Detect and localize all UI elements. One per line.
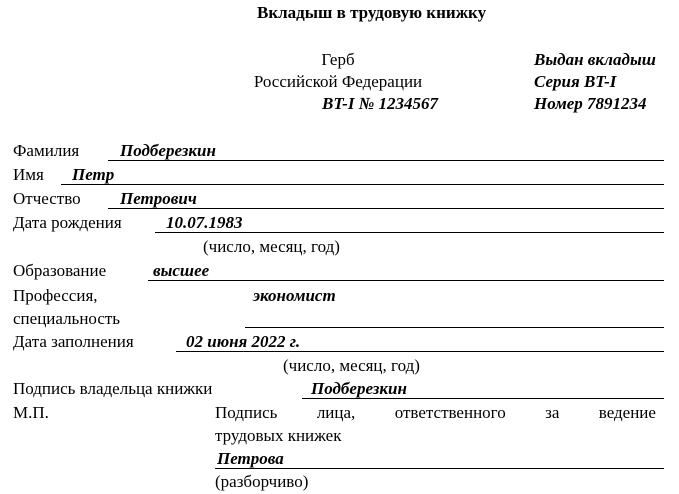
responsible-word: ведение <box>598 403 656 422</box>
name-label: Имя <box>13 165 44 184</box>
patronymic-value: Петрович <box>120 189 197 208</box>
issued-series: Серия BT-I <box>534 72 617 91</box>
patronymic-label: Отчество <box>13 189 81 208</box>
issued-title: Выдан вкладыш <box>534 50 656 69</box>
issued-number: Номер 7891234 <box>534 94 647 113</box>
name-value: Петр <box>72 165 115 184</box>
responsible-word: лица, <box>316 403 356 422</box>
fill-date-label: Дата заполнения <box>13 332 134 351</box>
stamp-place-label: М.П. <box>13 403 49 422</box>
responsible-signature-label-2: трудовых книжек <box>215 426 342 445</box>
fill-date-line <box>176 351 664 352</box>
birth-date-hint: (число, месяц, год) <box>203 237 340 256</box>
document-title: Вкладыш в трудовую книжку <box>257 3 487 22</box>
fill-date-value: 02 июня 2022 г. <box>186 332 301 351</box>
responsible-word: Подпись <box>215 403 278 422</box>
coat-of-arms-country: Российской Федерации <box>253 72 423 91</box>
responsible-signature-label <box>215 403 656 423</box>
education-label: Образование <box>13 261 107 280</box>
owner-signature-value: Подберезкин <box>311 379 407 398</box>
responsible-word: ответственного <box>394 403 506 422</box>
responsible-signature-hint: (разборчиво) <box>215 472 309 491</box>
owner-signature-label: Подпись владельца книжки <box>13 379 213 398</box>
coat-of-arms-label: Герб <box>321 50 355 69</box>
fill-date-hint: (число, месяц, год) <box>283 356 420 375</box>
patronymic-line <box>108 208 664 209</box>
name-line <box>61 184 664 185</box>
profession-label-1: Профессия, <box>13 286 98 305</box>
birth-date-value: 10.07.1983 <box>166 213 243 232</box>
owner-signature-line <box>302 398 664 399</box>
document-series-number: BT-I № 1234567 <box>322 94 438 113</box>
surname-label: Фамилия <box>13 141 80 160</box>
responsible-signature-value: Петрова <box>217 449 284 468</box>
birth-date-line <box>155 232 664 233</box>
profession-label-2: специальность <box>13 309 121 328</box>
surname-line <box>108 160 664 161</box>
responsible-signature-line <box>215 468 664 469</box>
education-value: высшее <box>153 261 210 280</box>
education-line <box>148 280 664 281</box>
birth-date-label: Дата рождения <box>13 213 122 232</box>
responsible-word: за <box>545 403 560 422</box>
profession-value: экономист <box>253 286 336 305</box>
surname-value: Подберезкин <box>120 141 216 160</box>
profession-line <box>245 327 664 328</box>
